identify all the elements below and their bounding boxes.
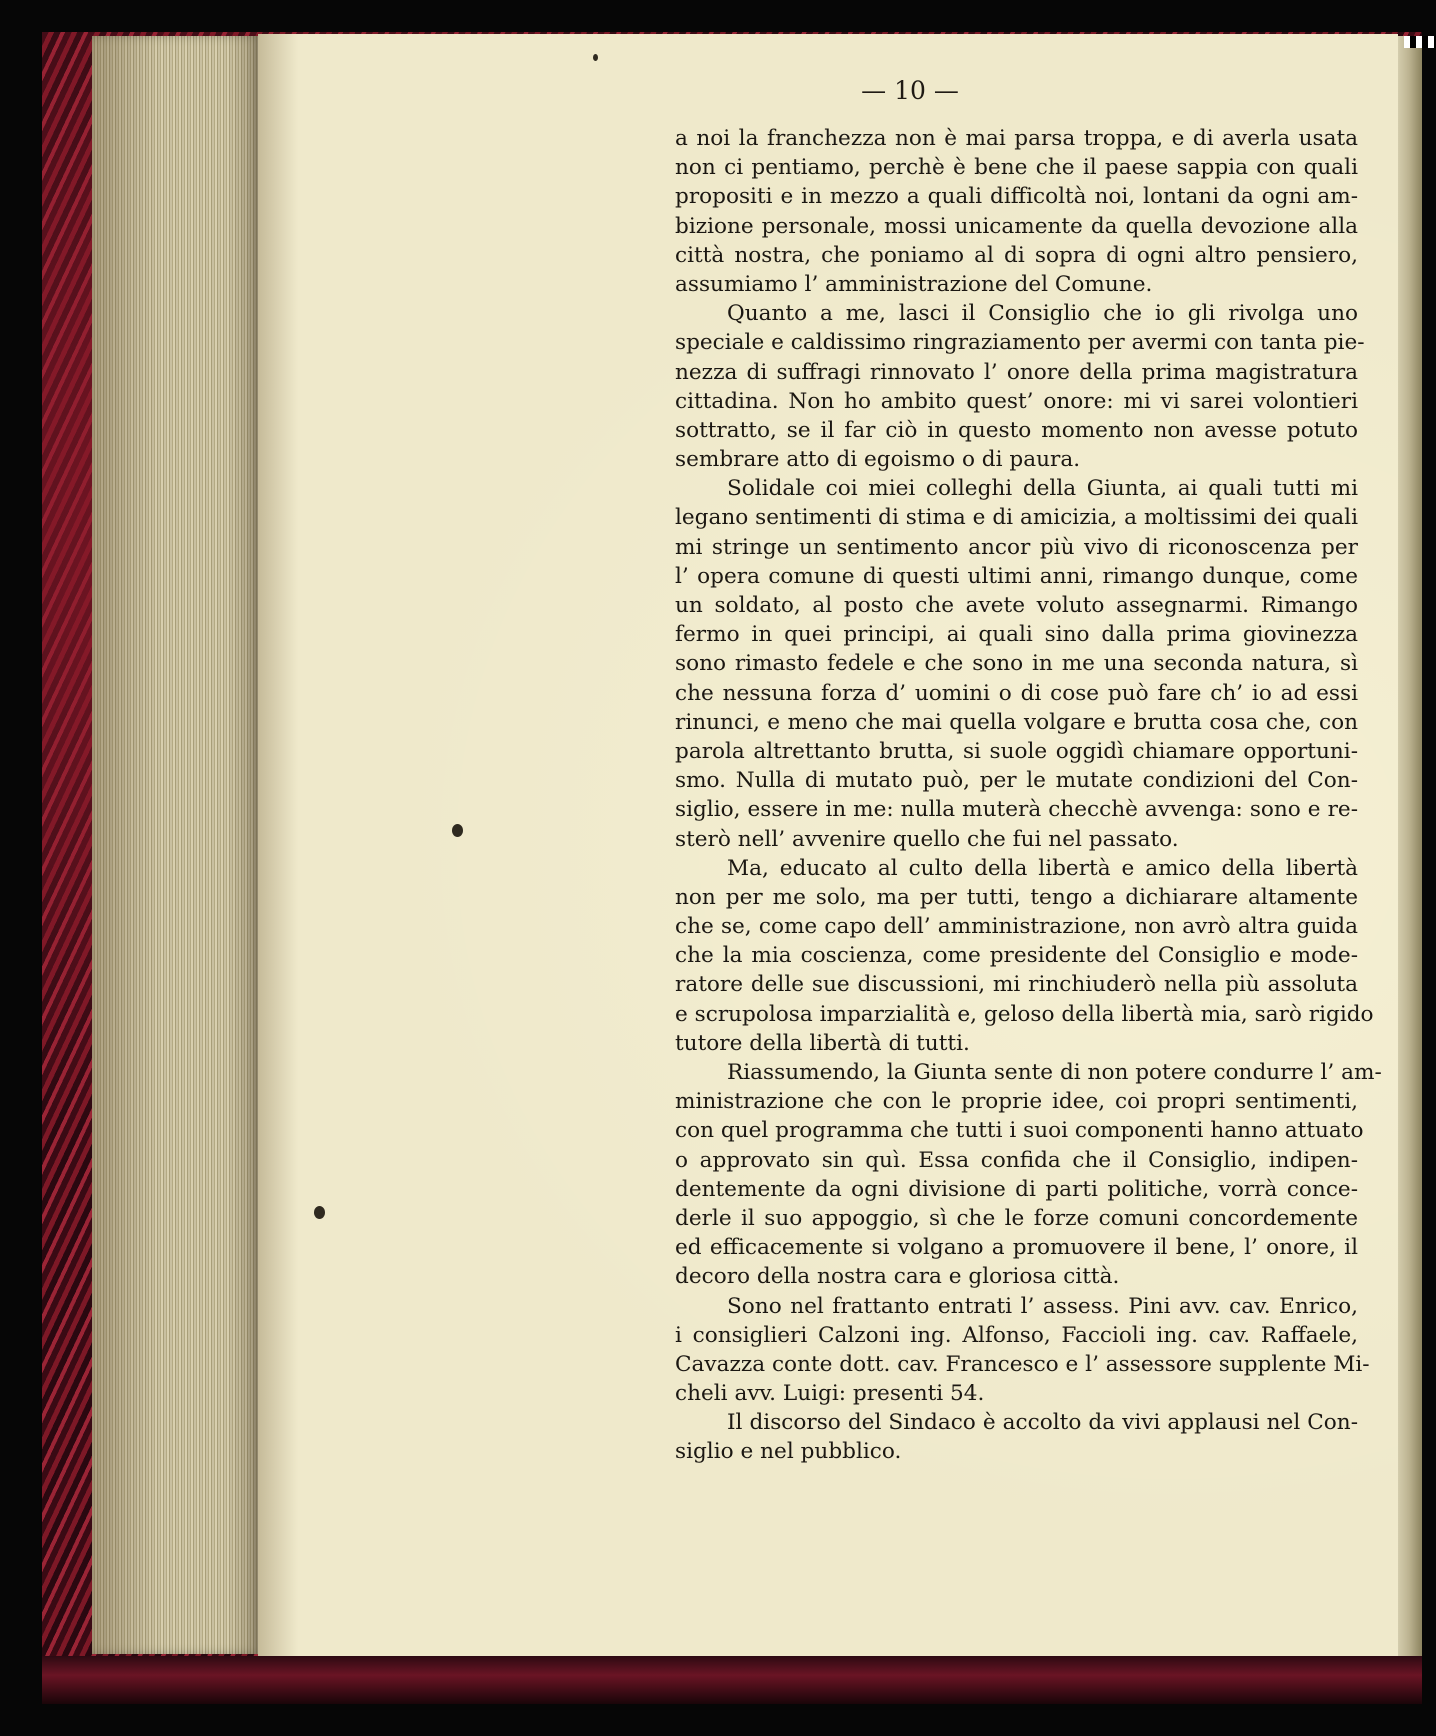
text-line: sottratto, se il far ciò in questo momento non avesse potuto bbox=[675, 417, 1358, 443]
text-line: parola altrettanto brutta, si suole oggidì chiamare opportuni- bbox=[675, 738, 1358, 764]
ink-spot bbox=[452, 824, 463, 837]
text-line: sono rimasto fedele e che sono in me una seconda natura, sì bbox=[675, 651, 1358, 677]
text-line: fermo in quei principi, ai quali sino dalla prima giovinezza bbox=[675, 622, 1358, 648]
text-line: ratore delle sue discussioni, mi rinchiuderò nella più assoluta bbox=[675, 972, 1358, 998]
ink-spot bbox=[314, 1206, 325, 1219]
right-page-edge bbox=[1396, 36, 1422, 1656]
text-line: Ma, educato al culto della libertà e amico della libertà bbox=[727, 855, 1358, 881]
text-line: nezza di suffragi rinnovato l’ onore della prima magistratura bbox=[675, 359, 1358, 385]
text-line: Quanto a me, lasci il Consiglio che io gli rivolga uno bbox=[727, 301, 1358, 327]
page-number: — 10 — bbox=[861, 76, 959, 105]
text-line: legano sentimenti di stima e di amicizia, a moltissimi dei quali bbox=[675, 505, 1358, 531]
text-line: Cavazza conte dott. cav. Francesco e l’ assessore supplente Mi- bbox=[675, 1351, 1370, 1377]
text-body bbox=[675, 124, 1382, 1467]
text-line: bizione personale, mossi unicamente da quella devozione alla bbox=[675, 213, 1358, 239]
text-line: speciale e caldissimo ringraziamento per avermi con tanta pie- bbox=[675, 330, 1365, 356]
text-line: a noi la franchezza non è mai parsa troppa, e di averla usata bbox=[675, 126, 1358, 151]
text-line: non ci pentiamo, perchè è bene che il paese sappia con quali bbox=[675, 155, 1358, 181]
paragraph bbox=[675, 474, 1358, 853]
text-line: tutore della libertà di tutti. bbox=[675, 1030, 970, 1056]
text-line: ministrazione che con le proprie idee, coi propri sentimenti, bbox=[675, 1089, 1358, 1115]
paragraph bbox=[675, 1292, 1370, 1409]
text-line: l’ opera comune di questi ultimi anni, rimango dunque, come bbox=[675, 563, 1358, 589]
text-line: sterò nell’ avvenire quello che fui nel passato. bbox=[675, 826, 1179, 852]
text-line: rinunci, e meno che mai quella volgare e brutta cosa che, con bbox=[675, 709, 1358, 735]
text-line: Sono nel frattanto entrati l’ assess. Pini avv. cav. Enrico, bbox=[727, 1293, 1358, 1319]
text-line: smo. Nulla di mutato può, per le mutate condizioni del Con- bbox=[675, 768, 1358, 794]
page-edges bbox=[92, 36, 262, 1654]
text-line: Il discorso del Sindaco è accolto da vivi applausi nel Con- bbox=[727, 1410, 1358, 1436]
text-line: ed efficacemente si volgano a promuovere il bene, l’ onore, il bbox=[675, 1235, 1358, 1261]
text-line: siglio e nel pubblico. bbox=[675, 1439, 902, 1465]
text-line: che la mia coscienza, come presidente del Consiglio e mode- bbox=[675, 943, 1358, 969]
paragraph bbox=[675, 299, 1365, 474]
paragraph bbox=[675, 1408, 1358, 1466]
text-line: cheli avv. Luigi: presenti 54. bbox=[675, 1381, 985, 1407]
text-line: sembrare atto di egoismo o di paura. bbox=[675, 447, 1081, 473]
paragraph bbox=[675, 854, 1374, 1058]
text-line: mi stringe un sentimento ancor più vivo di riconoscenza per bbox=[675, 534, 1358, 560]
scan-ruler bbox=[1404, 36, 1436, 48]
text-line: siglio, essere in me: nulla muterà checchè avvenga: sono e re- bbox=[675, 797, 1358, 823]
text-line: con quel programma che tutti i suoi componenti hanno attuato bbox=[675, 1118, 1364, 1144]
text-line: dentemente da ogni divisione di parti politiche, vorrà conce- bbox=[675, 1176, 1358, 1202]
text-line: derle il suo appoggio, sì che le forze comuni concordemente bbox=[675, 1205, 1358, 1231]
book-cover-bottom bbox=[42, 1656, 1422, 1704]
text-line: Solidale coi miei colleghi della Giunta, ai quali tutti mi bbox=[727, 476, 1358, 502]
text-line: non per me solo, ma per tutti, tengo a dichiarare altamente bbox=[675, 884, 1358, 910]
text-line: decoro della nostra cara e gloriosa città. bbox=[675, 1264, 1120, 1290]
text-line: propositi e in mezzo a quali difficoltà noi, lontani da ogni am- bbox=[675, 184, 1358, 210]
text-line: città nostra, che poniamo al di sopra di ogni altro pensiero, bbox=[675, 242, 1358, 268]
text-line: che nessuna forza d’ uomini o di cose può fare ch’ io ad essi bbox=[675, 680, 1358, 706]
ink-spot bbox=[593, 54, 598, 61]
text-line: che se, come capo dell’ amministrazione, non avrò altra guida bbox=[675, 914, 1358, 940]
text-line: Riassumendo, la Giunta sente di non potere condurre l’ am- bbox=[727, 1060, 1382, 1085]
paragraph bbox=[675, 1058, 1382, 1292]
text-line: assumiamo l’ amministrazione del Comune. bbox=[675, 271, 1153, 297]
text-line: o approvato sin quì. Essa confida che il Consiglio, indipen- bbox=[675, 1147, 1358, 1173]
text-line: e scrupolosa imparzialità e, geloso della libertà mia, sarò rigido bbox=[675, 1001, 1374, 1027]
paragraph bbox=[675, 124, 1358, 299]
text-line: i consiglieri Calzoni ing. Alfonso, Faccioli ing. cav. Raffaele, bbox=[675, 1322, 1358, 1348]
text-line: un soldato, al posto che avete voluto assegnarmi. Rimango bbox=[675, 593, 1358, 618]
text-line: cittadina. Non ho ambito quest’ onore: mi vi sarei volontieri bbox=[675, 388, 1358, 414]
